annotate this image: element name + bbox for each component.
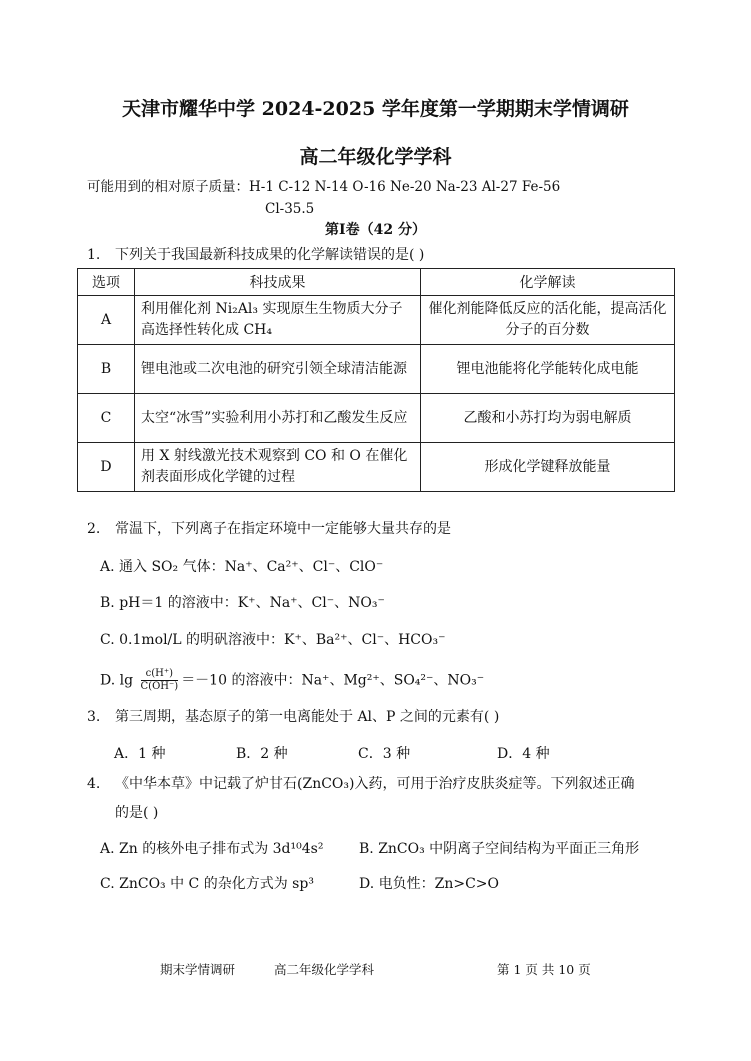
- option-d: D．4 种: [497, 746, 550, 762]
- table-cell-interpretation: 锂电池能将化学能转化成电能: [421, 345, 675, 394]
- question-number: 4.: [87, 776, 101, 792]
- table-cell-interpretation: 形成化学键释放能量: [421, 443, 675, 492]
- table-header: 科技成果: [135, 269, 421, 296]
- question-stem: 《中华本草》中记载了炉甘石(ZnCO₃)入药，可用于治疗皮肤炎症等。下列叙述正确: [115, 776, 635, 792]
- atomic-masses-line2: Cl-35.5: [265, 201, 315, 217]
- page-title: 天津市耀华中学 2024-2025 学年度第一学期期末学情调研: [122, 98, 629, 120]
- option-c: C. 0.1mol/L 的明矾溶液中：K⁺、Ba²⁺、Cl⁻、HCO₃⁻: [100, 632, 446, 648]
- table-cell-interpretation: 乙酸和小苏打均为弱电解质: [421, 394, 675, 443]
- table-cell-interpretation: 催化剂能降低反应的活化能，提高活化分子的百分数: [421, 296, 675, 345]
- footer-exam: 期末学情调研: [160, 962, 236, 977]
- table-row: [78, 394, 675, 443]
- table-row: [78, 345, 675, 394]
- table-cell-option: C: [78, 394, 135, 443]
- question-stem: 下列关于我国最新科技成果的化学解读错误的是( ): [115, 247, 425, 263]
- option-a: A. Zn 的核外电子排布式为 3d¹⁰4s²: [100, 841, 324, 857]
- fraction: [141, 668, 179, 693]
- option-b: B. ZnCO₃ 中阴离子空间结构为平面正三角形: [359, 841, 640, 857]
- table-cell-achievement: 用 X 射线激光技术观察到 CO 和 O 在催化剂表面形成化学键的过程: [135, 443, 421, 492]
- question-4: [87, 773, 634, 793]
- table-cell-option: B: [78, 345, 135, 394]
- table-row: [78, 296, 675, 345]
- table-cell-achievement: 太空“冰雪”实验利用小苏打和乙酸发生反应: [135, 394, 421, 443]
- page-subtitle: 高二年级化学学科: [299, 146, 452, 168]
- table-cell-achievement: 利用催化剂 Ni₂Al₃ 实现原生生物质大分子高选择性转化成 CH₄: [135, 296, 421, 345]
- question-stem: 第三周期，基态原子的第一电离能处于 Al、P 之间的元素有( ): [115, 709, 500, 725]
- question-number: 1.: [87, 247, 101, 263]
- table-header: 化学解读: [421, 269, 675, 296]
- option-d-prefix: D. lg: [100, 672, 134, 689]
- question-4-stem-cont: 的是( ): [115, 805, 159, 821]
- footer-subject: 高二年级化学学科: [274, 962, 375, 977]
- atomic-masses: [87, 176, 687, 220]
- atomic-masses-line1: 可能用到的相对原子质量：H-1 C-12 N-14 O-16 Ne-20 Na-23 Al-27 Fe-56: [87, 179, 561, 195]
- table-header: 选项: [78, 269, 135, 296]
- question-stem: 常温下，下列离子在指定环境中一定能够大量共存的是: [115, 521, 451, 537]
- question-3: [87, 706, 499, 726]
- question-1: [87, 244, 424, 264]
- q1-table: [77, 268, 675, 492]
- option-c: C．3 种: [358, 746, 411, 762]
- question-number: 3.: [87, 709, 101, 725]
- question-number: 2.: [87, 521, 101, 537]
- option-c: C. ZnCO₃ 中 C 的杂化方式为 sp³: [100, 876, 314, 892]
- option-d-suffix: ＝－10 的溶液中：Na⁺、Mg²⁺、SO₄²⁻、NO₃⁻: [181, 672, 485, 689]
- table-header-row: [78, 269, 675, 296]
- fraction-numerator: c(H⁺): [141, 668, 179, 681]
- table-row: [78, 443, 675, 492]
- question-2: [87, 518, 451, 538]
- table-cell-option: D: [78, 443, 135, 492]
- option-d: [100, 668, 484, 693]
- option-b: B．2 种: [236, 746, 288, 762]
- fraction-denominator: C(OH⁻): [140, 681, 179, 692]
- table-cell-option: A: [78, 296, 135, 345]
- option-d: D. 电负性：Zn>C>O: [359, 876, 500, 892]
- option-b: B. pH＝1 的溶液中：K⁺、Na⁺、Cl⁻、NO₃⁻: [100, 595, 385, 611]
- option-a: A．1 种: [114, 746, 166, 762]
- option-a: A. 通入 SO₂ 气体：Na⁺、Ca²⁺、Cl⁻、ClO⁻: [100, 559, 384, 575]
- footer-page: 第 1 页 共 10 页: [497, 962, 591, 977]
- table-cell-achievement: 锂电池或二次电池的研究引领全球清洁能源: [135, 345, 421, 394]
- volume-heading: 第Ⅰ卷（42 分）: [325, 222, 426, 238]
